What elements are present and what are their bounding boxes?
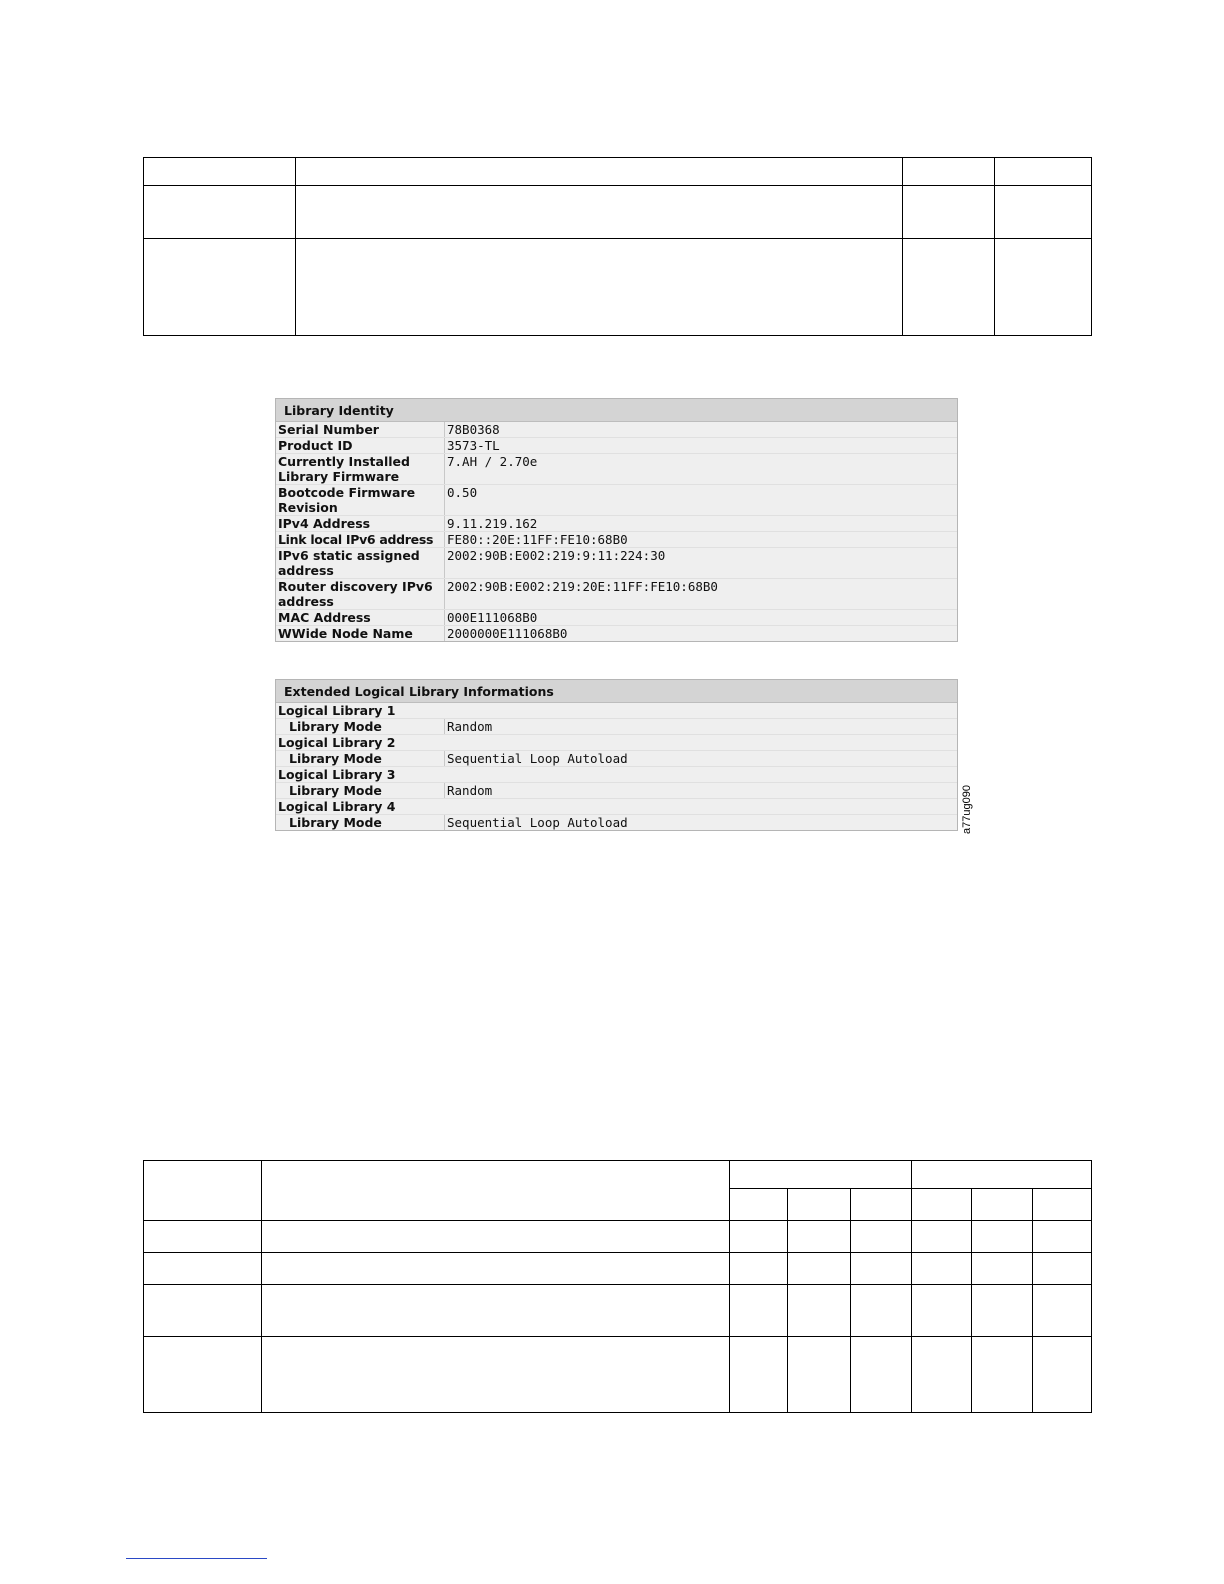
library-mode-row — [276, 719, 957, 735]
logical-library-name: Logical Library 4 — [278, 799, 396, 814]
extended-logical-library-panel — [275, 679, 958, 831]
wwide-node-name-row — [276, 626, 957, 641]
table-row — [144, 158, 1092, 186]
row-label: Router discovery IPv6 address — [276, 579, 445, 609]
library-identity-title: Library Identity — [276, 399, 957, 422]
table-row — [144, 1221, 1092, 1253]
library-mode-row — [276, 751, 957, 767]
table-row — [144, 1285, 1092, 1337]
bottom-table — [143, 1160, 1092, 1413]
row-value: 9.11.219.162 — [447, 516, 538, 531]
row-label: Serial Number — [276, 422, 445, 437]
logical-library-heading — [276, 735, 957, 751]
link-local-ipv6-row — [276, 532, 957, 548]
row-value: 3573-TL — [447, 438, 500, 453]
table-row — [144, 1253, 1092, 1285]
library-mode-label: Library Mode — [276, 719, 445, 734]
table-row — [144, 239, 1092, 336]
ipv6-static-row — [276, 548, 957, 579]
row-label: Currently Installed Library Firmware — [276, 454, 445, 484]
product-id-row — [276, 438, 957, 454]
logical-library-heading — [276, 767, 957, 783]
row-label: IPv4 Address — [276, 516, 445, 531]
logical-library-name: Logical Library 1 — [278, 703, 396, 718]
library-mode-value: Sequential Loop Autoload — [447, 815, 628, 830]
library-mode-label: Library Mode — [276, 783, 445, 798]
footnote-rule — [126, 1558, 267, 1559]
library-mode-value: Random — [447, 719, 493, 734]
ipv4-address-row — [276, 516, 957, 532]
logical-library-name: Logical Library 3 — [278, 767, 396, 782]
installed-firmware-row — [276, 454, 957, 485]
library-mode-row — [276, 783, 957, 799]
table-row — [144, 186, 1092, 239]
library-identity-panel — [275, 398, 958, 642]
logical-library-name: Logical Library 2 — [278, 735, 396, 750]
figure-id: a77ug090 — [961, 785, 973, 834]
row-label: Link local IPv6 address — [276, 532, 445, 547]
row-value: 7.AH / 2.70e — [447, 454, 538, 469]
library-mode-value: Sequential Loop Autoload — [447, 751, 628, 766]
top-table — [143, 157, 1092, 336]
library-mode-value: Random — [447, 783, 493, 798]
library-mode-label: Library Mode — [276, 815, 445, 830]
library-mode-label: Library Mode — [276, 751, 445, 766]
table-row — [144, 1337, 1092, 1413]
extended-logical-title: Extended Logical Library Informations — [276, 680, 957, 703]
row-label: Product ID — [276, 438, 445, 453]
row-value: FE80::20E:11FF:FE10:68B0 — [447, 532, 628, 547]
row-label: WWide Node Name — [276, 626, 445, 641]
row-value: 0.50 — [447, 485, 478, 500]
row-label: MAC Address — [276, 610, 445, 625]
mac-address-row — [276, 610, 957, 626]
bootcode-firmware-row — [276, 485, 957, 516]
row-value: 000E111068B0 — [447, 610, 538, 625]
row-value: 2002:90B:E002:219:20E:11FF:FE10:68B0 — [447, 579, 718, 594]
logical-library-heading — [276, 799, 957, 815]
row-label: IPv6 static assigned address — [276, 548, 445, 578]
row-value: 2002:90B:E002:219:9:11:224:30 — [447, 548, 666, 563]
row-value: 2000000E111068B0 — [447, 626, 568, 641]
router-discovery-ipv6-row — [276, 579, 957, 610]
table-header-row — [144, 1161, 1092, 1189]
row-label: Bootcode Firmware Revision — [276, 485, 445, 515]
library-mode-row — [276, 815, 957, 830]
row-value: 78B0368 — [447, 422, 500, 437]
serial-number-row — [276, 422, 957, 438]
logical-library-heading — [276, 703, 957, 719]
